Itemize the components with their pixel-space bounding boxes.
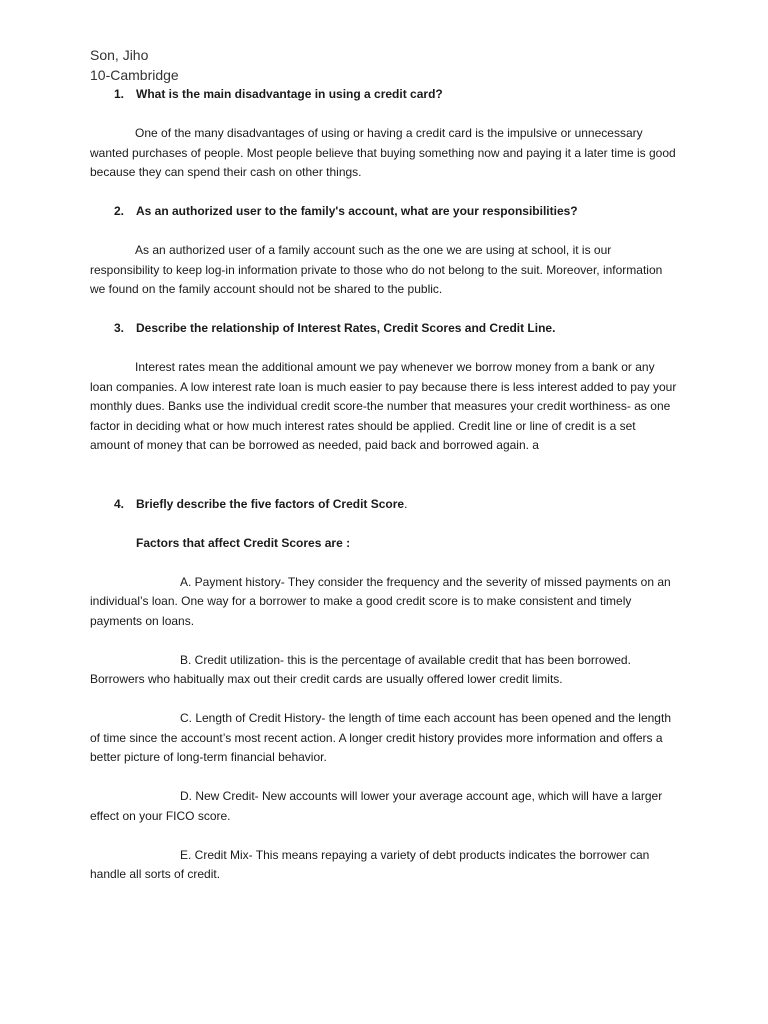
answer-2: As an authorized user of a family account such as the one we are using at school, it is our responsibility to keep log-in information private to those who do not belong to the suit. Moreover, information we found on the family account should not be shared to the public. xyxy=(90,243,663,296)
header xyxy=(90,46,678,85)
factor-credit-mix: E. Credit Mix- This means repaying a variety of debt products indicates the borrower can handle all sorts of credit. xyxy=(90,847,650,881)
question-4 xyxy=(90,495,678,515)
question-number: 4. xyxy=(114,496,125,511)
question-end: . xyxy=(404,496,408,511)
question-text: As an authorized user to the family's account, what are your responsibilities? xyxy=(136,204,578,218)
factors-heading: Factors that affect Credit Scores are : xyxy=(136,535,351,550)
factor-new-credit: D. New Credit- New accounts will lower your average account age, which will have a larger effect on your FICO score. xyxy=(90,789,663,823)
question-3 xyxy=(90,319,678,339)
factor-length-of-credit-history: C. Length of Credit History- the length of time each account has been opened and the length of time since the account’s most recent action. A longer credit history provides more information and offers a better picture of long-term financial behavior. xyxy=(90,711,671,764)
answer-1: One of the many disadvantages of using or having a credit card is the impulsive or unnecessary wanted purchases of people. Most people believe that buying something now and paying it a later time is good because they can spend their cash on other things. xyxy=(90,126,676,179)
question-1 xyxy=(90,85,678,105)
question-text: Describe the relationship of Interest Rates, Credit Scores and Credit Line. xyxy=(136,321,556,335)
answer-3: Interest rates mean the additional amount we pay whenever we borrow money from a bank or any loan companies. A low interest rate loan is much easier to pay because there is less interest added to pay your monthly dues. Banks use the individual credit score-the number that measures your credit worthiness- as one factor in deciding what or how much interest rates should be applied. Credit line or line of credit is a set amount of money that can be borrowed as needed, paid back and borrowed again. a xyxy=(90,360,677,452)
student-section: 10-Cambridge xyxy=(90,66,179,83)
factor-payment-history: A. Payment history- They consider the frequency and the severity of missed payments on an individual’s loan. One way for a borrower to make a good credit score is to make consistent and timely payments on loans. xyxy=(90,574,671,628)
question-2 xyxy=(90,202,678,222)
question-number: 2. xyxy=(114,204,125,218)
question-number: 1. xyxy=(114,87,125,101)
student-name: Son, Jiho xyxy=(90,47,149,63)
question-number: 3. xyxy=(114,321,125,335)
question-text: Briefly describe the five factors of Credit Score xyxy=(136,496,405,511)
factor-credit-utilization: B. Credit utilization- this is the percentage of available credit that has been borrowed. Borrowers who habitually max out their credit cards are usually offered lower credit limits. xyxy=(90,652,631,686)
question-text: What is the main disadvantage in using a credit card? xyxy=(136,87,443,101)
